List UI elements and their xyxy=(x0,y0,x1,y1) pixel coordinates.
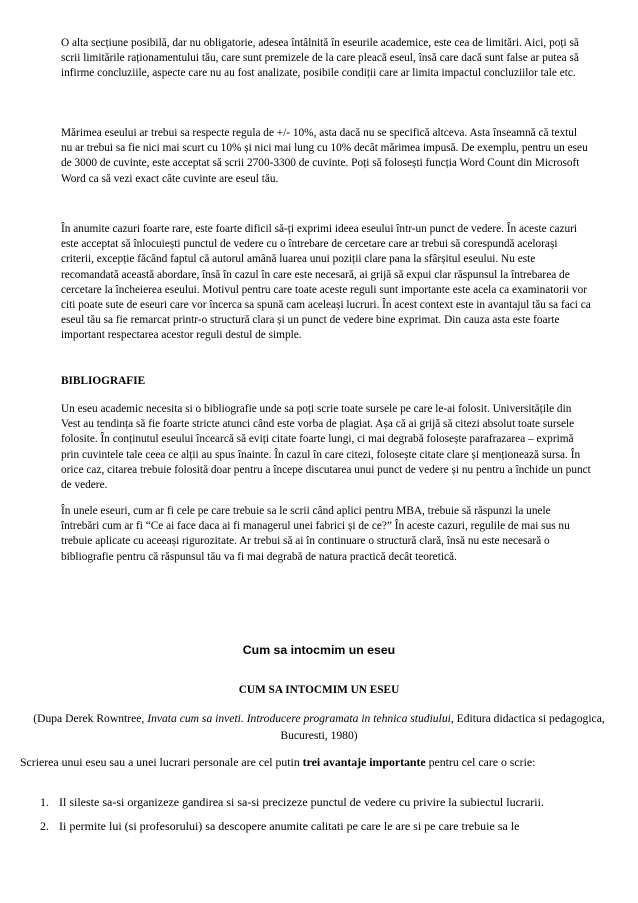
intro-emphasis: trei avantaje importante xyxy=(302,755,426,769)
list-item xyxy=(40,816,620,837)
list-item xyxy=(40,792,620,813)
reference-close: , Editura didactica si pedagogica, Bucuresti, 1980) xyxy=(280,712,605,742)
section-title: Cum sa intocmim un eseu xyxy=(242,643,396,657)
paragraph-limitations: O alta secțiune posibilă, dar nu obligatorie, adesea întâlnită în eseurile academice, este cea de limitări. Aici, poți să scrii limitările raționamentului tău, care sunt premizele de la care pleacă eseul, însă care dacă sunt false ar putea să infirme concluziile, aspecte care nu au fost analizate, posibile condiții care ar limita impactul concluziilor tale etc. xyxy=(61,37,579,80)
intro-after: pentru cel care o scrie: xyxy=(425,755,536,769)
intro-sentence xyxy=(20,754,630,771)
reference-open: (Dupa Derek Rowntree, xyxy=(33,712,148,725)
reference-book-title: Invata cum sa inveti. Introducere programata in tehnica studiului xyxy=(147,712,451,725)
list-number: 1. xyxy=(40,795,49,809)
intro-before: Scrierea unui eseu sau a unei lucrari personale are cel putin xyxy=(20,755,303,769)
list-number: 2. xyxy=(40,819,49,833)
section-subtitle: CUM SA INTOCMIM UN ESEU xyxy=(238,684,400,696)
reference-citation xyxy=(28,710,610,744)
bibliography-heading: BIBLIOGRAFIE xyxy=(61,375,146,387)
paragraph-research-question: În anumite cazuri foarte rare, este foarte dificil să-ți exprimi ideea eseului într-un punct de vedere. În aceste cazuri este acceptat să înlocuiești punctul de vedere cu o întrebare de cercetare care ar trebui să corespundă acelorași criterii, excepție făcând faptul că autorul amână luarea unui poziții clare pana la sfârșitul eseului. Nu este recomandată această abordare, însă în cazul în care este necesară, ai grijă să expui clar răspunsul la întrebarea de cercetare la încheierea eseului. Motivul pentru care toate aceste reguli sunt importante este acela ca examinatorii vor citi poate sute de eseuri care vor încerca sa spună cam aceleași lucruri. În acest context este in avantajul tău sa faci ca eseul tău sa fie remarcat printr-o structură clara și un punct de vedere bine exprimat. Din cauza asta este foarte important respectarea acestor reguli destul de simple. xyxy=(61,223,591,342)
advantages-list xyxy=(40,792,620,837)
list-text: Ii permite lui (si profesorului) sa descopere anumite calitati pe care le are si pe care trebuie sa le xyxy=(59,819,520,833)
paragraph-mba-essays: În unele eseuri, cum ar fi cele pe care trebuie sa le scrii când aplici pentru MBA, trebuie să răspunzi la unele întrebări cum ar fi “Ce ai face daca ai fi managerul unei fabrici și de ce?” În aceste cazuri, regulile de mai sus nu trebuie aplicate cu aceeași rigurozitate. Ar trebui să ai în continuare o structură clară, însă nu este necesară o bibliografie pentru că răspunsul tău va fi mai degrabă de natura practică decât teoretică. xyxy=(61,505,570,563)
paragraph-essay-size: Mărimea eseului ar trebui sa respecte regula de +/- 10%, asta dacă nu se specifică altceva. Asta înseamnă că textul nu ar trebui sa fie nici mai scurt cu 10% și nici mai lung cu 10% decât mărimea impusă. De exemplu, pentru un eseu de 3000 de cuvinte, este acceptat să scrii 2700-3300 de cuvinte. Poți să folosești funcția Word Count din Microsoft Word ca să vezi exact câte cuvinte are eseul tău. xyxy=(61,127,588,185)
list-text: Il sileste sa-si organizeze gandirea si sa-si precizeze punctul de vedere cu privire la subiectul lucrarii. xyxy=(59,795,544,809)
paragraph-bibliography: Un eseu academic necesita si o bibliografie unde sa poți scrie toate sursele pe care le-ai folosit. Universitățile din Vest au tendința să fie foarte stricte atunci când este vorba de plagiat. Așa că ai grijă să citezi absolut toate sursele folosite. În conținutul eseului încearcă să eviți citate foarte lungi, ci mai degrabă folosește parafrazarea – exprimă prin cuvintele tale ceea ce alții au spus înainte. În cazul în care citezi, folosește citate clare și menționează sursa. În orice caz, citarea trebuie folosită doar pentru a începe discutarea unui punct de vedere și nu pentru a închide un punct de vedere. xyxy=(61,403,591,492)
